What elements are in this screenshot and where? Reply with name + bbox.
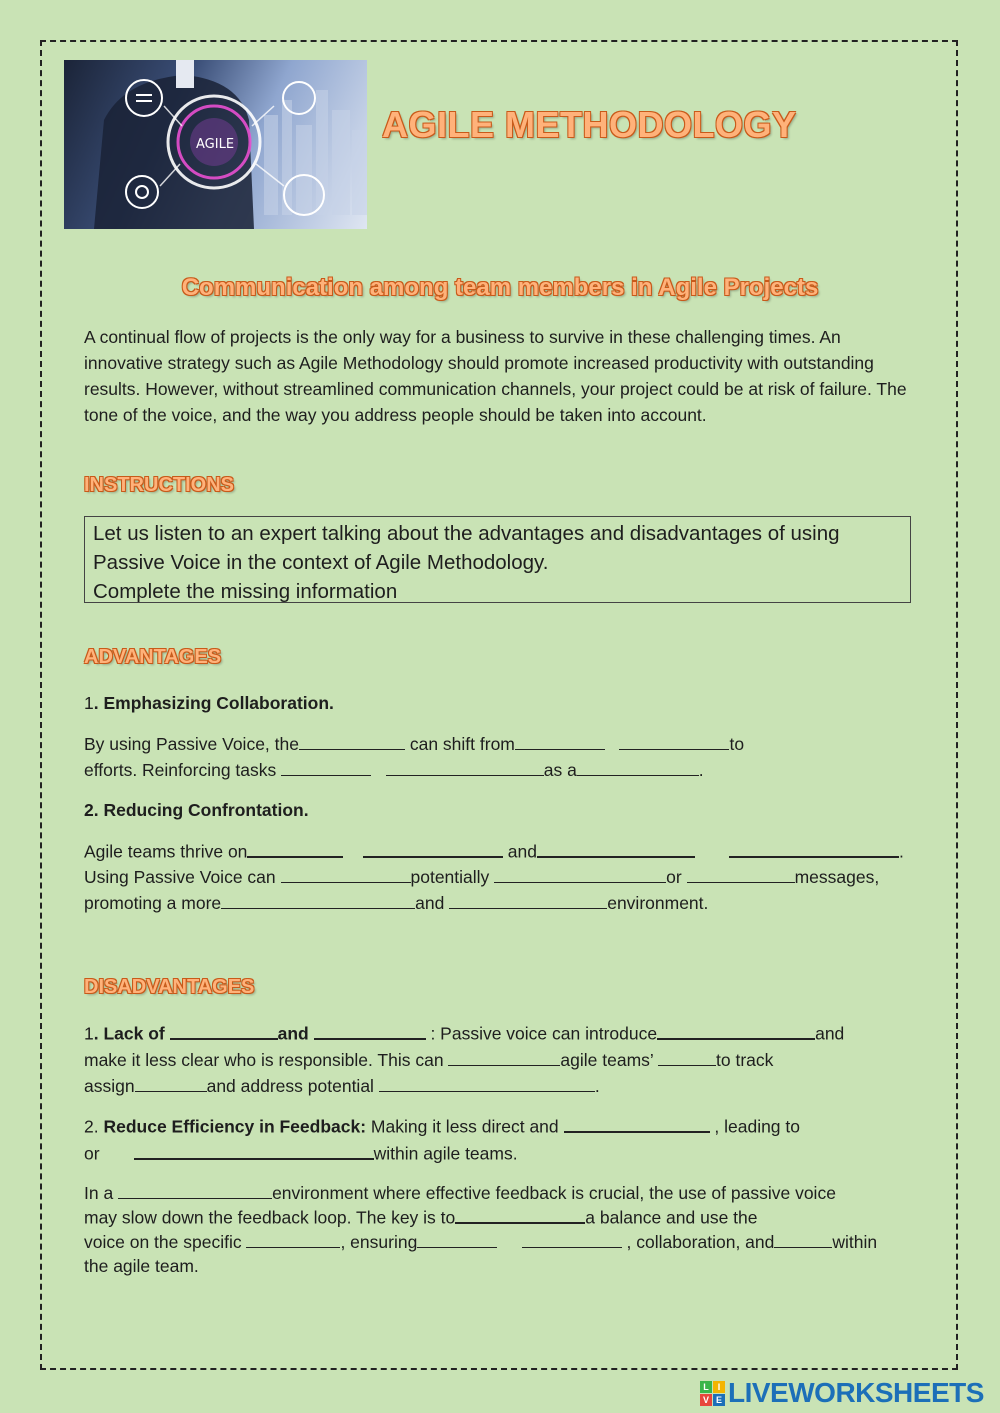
closing-sentence-2	[84, 1204, 758, 1231]
blank-input[interactable]	[658, 1048, 716, 1067]
text-segment: assign	[84, 1076, 135, 1096]
blank-input[interactable]	[494, 865, 666, 884]
text-segment: .	[898, 841, 904, 862]
blank-input[interactable]	[314, 1020, 426, 1040]
blank-input[interactable]	[522, 1230, 622, 1249]
advantage-1-sentence-2	[84, 757, 704, 783]
intro-paragraph: A continual flow of projects is the only way for a business to survive in these challenging times. An innovative strategy such as Agile Methodology should promote increased productivity with outstanding results. However, without streamlined communication channels, your project could be at risk of failure. The tone of the voice, and the way you address people should be taken into account.	[84, 327, 907, 425]
text-segment: promoting a more	[84, 893, 222, 913]
disadvantage-1-number: 1	[84, 1023, 94, 1044]
text-segment: . Lack of	[93, 1023, 170, 1044]
blank-input[interactable]	[386, 758, 544, 777]
instructions-line-3: Complete the missing information	[93, 580, 398, 603]
disadvantage-1-sentence-1	[84, 1020, 844, 1047]
advantage-1-number: 1	[84, 693, 94, 713]
instructions-box	[84, 516, 911, 603]
liveworksheets-logo-text: LIVEWORKSHEETS	[728, 1377, 984, 1408]
text-segment: , collaboration, and	[621, 1232, 775, 1252]
badge-letter: I	[713, 1381, 725, 1393]
blank-input[interactable]	[448, 1048, 560, 1067]
disadvantages-heading: DISADVANTAGES	[84, 976, 255, 998]
advantages-heading: ADVANTAGES	[84, 646, 222, 668]
blank-input[interactable]	[657, 1020, 815, 1040]
blank-input[interactable]	[729, 838, 899, 858]
page-subtitle: Communication among team members in Agile Projects	[181, 274, 819, 301]
advantage-2-title	[84, 797, 309, 823]
advantage-2-sentence-3	[84, 890, 708, 916]
text-segment: voice on the specific	[84, 1232, 247, 1252]
hero-label: AGILE	[196, 137, 235, 152]
badge-letter: E	[713, 1394, 725, 1406]
text-segment: may slow down the feedback loop. The key is to	[84, 1207, 456, 1228]
text-segment: and address potential	[206, 1076, 379, 1096]
blank-input[interactable]	[455, 1204, 585, 1224]
text-segment: , ensuring	[340, 1232, 418, 1252]
advantage-2-title-text: 2. Reducing Confrontation.	[84, 800, 309, 820]
text-segment: Using Passive Voice can	[84, 867, 281, 887]
blank-input[interactable]	[221, 891, 415, 910]
text-segment: potentially	[410, 867, 495, 887]
text-segment: and	[502, 841, 537, 862]
text-segment: or	[84, 1143, 105, 1164]
disadvantage-2-number: 2.	[84, 1116, 104, 1137]
text-segment: the agile team.	[84, 1256, 199, 1276]
text-segment: and	[277, 1023, 314, 1044]
text-segment: agile teams’	[560, 1050, 659, 1070]
text-segment: : Passive voice can introduce	[425, 1023, 658, 1044]
text-segment: within	[832, 1232, 878, 1252]
text-segment: environment where effective feedback is crucial, the use of passive voice	[272, 1183, 836, 1203]
advantage-2-sentence-2	[84, 864, 879, 890]
text-segment: to	[729, 734, 745, 754]
advantage-1-title	[84, 690, 334, 716]
disadvantage-2-sentence-2	[84, 1140, 518, 1167]
blank-input[interactable]	[281, 758, 371, 777]
blank-input[interactable]	[134, 1140, 374, 1160]
text-segment: and	[415, 893, 450, 913]
page-title: AGILE METHODOLOGY	[382, 104, 797, 145]
blank-input[interactable]	[247, 838, 343, 858]
blank-input[interactable]	[564, 1113, 710, 1133]
disadvantage-1-sentence-2	[84, 1047, 773, 1073]
badge-letter: V	[700, 1394, 712, 1406]
blank-input[interactable]	[363, 838, 503, 858]
blank-input[interactable]	[299, 732, 405, 751]
liveworksheets-badge-icon	[700, 1381, 725, 1406]
disadvantage-1-sentence-3	[84, 1073, 600, 1099]
text-segment: In a	[84, 1183, 119, 1203]
text-segment: By using Passive Voice, the	[84, 734, 299, 754]
instructions-heading: INSTRUCTIONS	[84, 474, 234, 496]
blank-input[interactable]	[449, 891, 607, 910]
text-segment: Making it less direct and	[366, 1116, 564, 1137]
blank-input[interactable]	[246, 1230, 340, 1249]
text-segment: to track	[716, 1050, 774, 1070]
blank-input[interactable]	[774, 1230, 832, 1249]
disadvantage-2-title: Reduce Efficiency in Feedback:	[103, 1116, 367, 1137]
blank-input[interactable]	[515, 732, 605, 751]
text-segment: as a	[543, 760, 577, 780]
blank-input[interactable]	[687, 865, 795, 884]
closing-sentence-1	[84, 1180, 836, 1206]
blank-input[interactable]	[619, 732, 729, 751]
instructions-line-1: Let us listen to an expert talking about the advantages and disadvantages of using	[93, 522, 840, 545]
text-segment: efforts. Reinforcing tasks	[84, 760, 282, 780]
text-segment: .	[698, 760, 704, 780]
advantage-1-sentence-1	[84, 731, 744, 757]
blank-input[interactable]	[537, 838, 695, 858]
text-segment: can shift from	[404, 734, 515, 754]
text-segment: and	[815, 1023, 845, 1044]
closing-sentence-4	[84, 1253, 199, 1279]
closing-sentence-3	[84, 1229, 877, 1255]
text-segment: make it less clear who is responsible. This can	[84, 1050, 449, 1070]
text-segment: .	[594, 1076, 600, 1096]
instructions-line-2: Passive Voice in the context of Agile Methodology.	[93, 551, 549, 574]
disadvantage-2-sentence-1	[84, 1113, 800, 1140]
liveworksheets-logo[interactable]	[700, 1378, 984, 1408]
text-segment: within agile teams.	[373, 1143, 518, 1164]
blank-input[interactable]	[118, 1181, 272, 1200]
text-segment: or	[666, 867, 687, 887]
blank-input[interactable]	[379, 1074, 595, 1093]
blank-input[interactable]	[135, 1074, 207, 1093]
agile-hero-image	[64, 60, 367, 229]
text-segment: environment.	[607, 893, 709, 913]
text-segment: a balance and use the	[585, 1207, 758, 1228]
advantage-2-sentence-1	[84, 838, 904, 865]
text-segment: Agile teams thrive on	[84, 841, 248, 862]
advantage-1-title-text: . Emphasizing Collaboration.	[93, 693, 334, 713]
text-segment: messages,	[794, 867, 880, 887]
blank-input[interactable]	[417, 1230, 497, 1249]
blank-input[interactable]	[577, 758, 699, 777]
badge-letter: L	[700, 1381, 712, 1393]
blank-input[interactable]	[281, 865, 411, 884]
text-segment: , leading to	[709, 1116, 800, 1137]
blank-input[interactable]	[170, 1020, 278, 1040]
